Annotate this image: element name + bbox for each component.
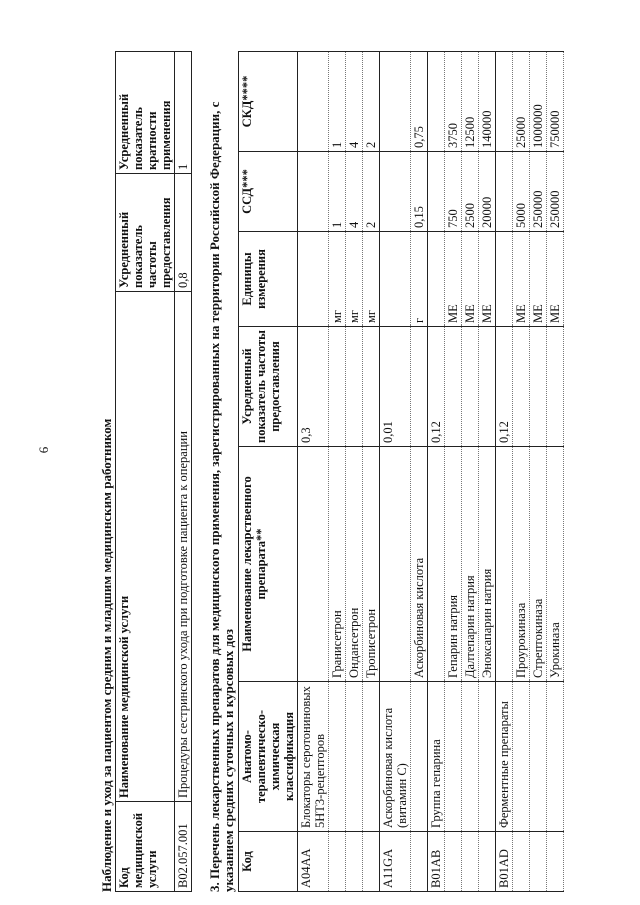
- drug-skd: 1000000: [530, 52, 547, 152]
- drug-unit: МЕ: [445, 232, 462, 327]
- table-row: [175, 52, 192, 892]
- drug-name: Стрептокиназа: [530, 447, 547, 682]
- group-frequency: 0,01: [380, 327, 411, 447]
- section3-title: 3. Перечень лекарственных препаратов для медицинского применения, зарегистрированных на территории Российской Федерации, с указанием средних суточных и курсовых доз: [207, 101, 236, 892]
- drugs-table: [238, 51, 564, 892]
- table-row: [479, 52, 496, 892]
- drug-name: Ондансетрон: [346, 447, 363, 682]
- rotated-document: [100, 52, 640, 892]
- services-header-row: [116, 52, 175, 892]
- drug-name: Гепарин натрия: [445, 447, 462, 682]
- group-frequency: 0,12: [428, 327, 445, 447]
- drug-name: Эноксапарин натрия: [479, 447, 496, 682]
- drug-unit: МЕ: [479, 232, 496, 327]
- drug-ssd: 750: [445, 152, 462, 232]
- header-multiplicity: Усредненный показатель кратности применения: [116, 52, 175, 174]
- header-skd: СКД****: [239, 52, 298, 152]
- drug-name: Урокиназа: [547, 447, 564, 682]
- drug-unit: МЕ: [462, 232, 479, 327]
- drug-unit: МЕ: [547, 232, 564, 327]
- drug-ssd: 20000: [479, 152, 496, 232]
- table-row: [513, 52, 530, 892]
- drug-unit: мг: [363, 232, 380, 327]
- table-row: [298, 52, 329, 892]
- drug-skd: 12500: [462, 52, 479, 152]
- group-code: A11GA: [380, 832, 411, 892]
- group-atc: Блокаторы серотониновых 5НТ3-рецепторов: [298, 682, 329, 832]
- header-unit: Единицы измерения: [239, 232, 298, 327]
- service-multiplicity: 1: [175, 52, 192, 174]
- drug-ssd: 2500: [462, 152, 479, 232]
- group-code: A04AA: [298, 832, 329, 892]
- page-number: 6: [36, 446, 51, 454]
- drug-unit: МЕ: [530, 232, 547, 327]
- group-frequency: 0,12: [496, 327, 513, 447]
- service-code: B02.057.001: [175, 802, 192, 892]
- drug-skd: 1: [329, 52, 346, 152]
- table-row: [462, 52, 479, 892]
- drug-ssd: 1: [329, 152, 346, 232]
- header-ssd: ССД***: [239, 152, 298, 232]
- group-atc: Ферментные препараты: [496, 682, 513, 832]
- header-service-name: Наименование медицинской услуги: [116, 292, 175, 802]
- drug-skd: 25000: [513, 52, 530, 152]
- drug-skd: 4: [346, 52, 363, 152]
- table-row: [346, 52, 363, 892]
- header-code: Код: [239, 832, 298, 892]
- group-atc: Аскорбиновая кислота (витамин С): [380, 682, 411, 832]
- header-service-code: Код медицинской услуги: [116, 802, 175, 892]
- drug-unit: г: [411, 232, 428, 327]
- group-frequency: 0,3: [298, 327, 329, 447]
- drug-unit: мг: [329, 232, 346, 327]
- drug-name: Гранисетрон: [329, 447, 346, 682]
- table-row: [445, 52, 462, 892]
- header-drug-name: Наименование лекарственного препарата**: [239, 447, 298, 682]
- group-code: B01AD: [496, 832, 513, 892]
- drug-skd: 0,75: [411, 52, 428, 152]
- drug-ssd: 5000: [513, 152, 530, 232]
- table-row: [547, 52, 564, 892]
- drug-ssd: 4: [346, 152, 363, 232]
- drug-name: Аскорбиновая кислота: [411, 447, 428, 682]
- table-row: [428, 52, 445, 892]
- table-row: [380, 52, 411, 892]
- section1-title: Наблюдение и уход за пациентом средним и младшим медицинским работником: [99, 418, 114, 892]
- table-row: [530, 52, 547, 892]
- header-frequency: Усредненный показатель частоты предоставления: [116, 174, 175, 292]
- group-atc: Группа гепарина: [428, 682, 445, 832]
- services-table: [115, 51, 192, 892]
- group-code: B01AB: [428, 832, 445, 892]
- drugs-header-row: [239, 52, 298, 892]
- drug-ssd: 0,15: [411, 152, 428, 232]
- drug-skd: 2: [363, 52, 380, 152]
- drug-ssd: 250000: [547, 152, 564, 232]
- drug-skd: 3750: [445, 52, 462, 152]
- drug-unit: мг: [346, 232, 363, 327]
- drug-skd: 750000: [547, 52, 564, 152]
- service-frequency: 0,8: [175, 174, 192, 292]
- table-row: [329, 52, 346, 892]
- drug-name: Проурокиназа: [513, 447, 530, 682]
- header-frequency: Усредненный показатель частоты предоставления: [239, 327, 298, 447]
- table-row: [496, 52, 513, 892]
- drug-skd: 140000: [479, 52, 496, 152]
- drug-ssd: 2: [363, 152, 380, 232]
- table-row: [363, 52, 380, 892]
- service-name: Процедуры сестринского ухода при подготовке пациента к операции: [175, 292, 192, 802]
- drug-name: Далтепарин натрия: [462, 447, 479, 682]
- table-row: [411, 52, 428, 892]
- drug-ssd: 250000: [530, 152, 547, 232]
- drug-unit: МЕ: [513, 232, 530, 327]
- header-atc: Анатомо-терапевтическо-химическая классификация: [239, 682, 298, 832]
- drug-name: Трописетрон: [363, 447, 380, 682]
